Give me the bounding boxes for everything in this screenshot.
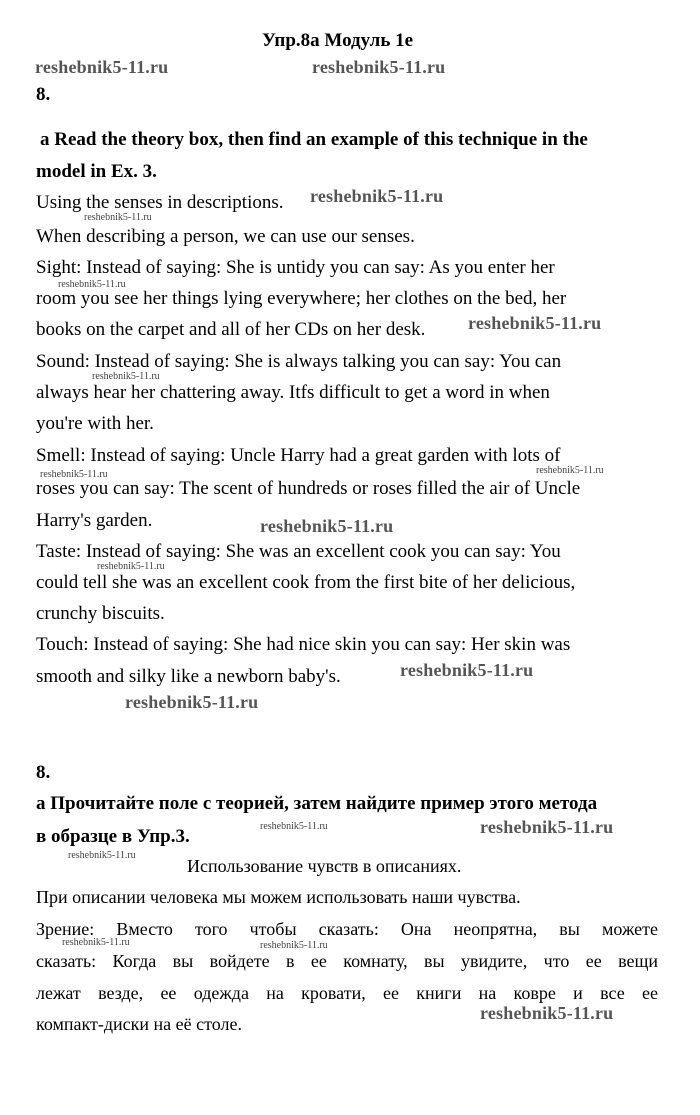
text-line: you're with her. <box>36 413 154 434</box>
text-line: лежат везде, ее одежда на кровати, ее книги на ковре и все ее <box>36 983 658 1003</box>
task-heading-line: model in Ex. 3. <box>36 161 157 182</box>
watermark-small: reshebnik5-11.ru <box>260 821 328 832</box>
text-line: Smell: Instead of saying: Uncle Harry had a great garden with lots of <box>36 445 561 466</box>
exercise-number: 8. <box>36 84 51 105</box>
watermark: reshebnik5-11.ru <box>35 57 169 77</box>
text-line: room you see her things lying everywhere; her clothes on the bed, her <box>36 288 567 309</box>
text-line: компакт-диски на её столе. <box>36 1014 242 1034</box>
watermark: reshebnik5-11.ru <box>310 186 444 206</box>
watermark-small: reshebnik5-11.ru <box>92 371 160 382</box>
watermark-small: reshebnik5-11.ru <box>97 561 165 572</box>
text-line: could tell she was an excellent cook from the first bite of her delicious, <box>36 572 576 593</box>
page-title: Упр.8а Модуль 1е <box>262 30 414 51</box>
text-line: Touch: Instead of saying: She had nice skin you can say: Her skin was <box>36 634 571 655</box>
task-heading-line: a Read the theory box, then find an example of this technique in the <box>40 129 588 150</box>
watermark-small: reshebnik5-11.ru <box>40 469 108 480</box>
text-line: При описании человека мы можем использовать наши чувства. <box>36 887 521 907</box>
text-line: Зрение: Вместо того чтобы сказать: Она неопрятна, вы можете <box>36 919 658 939</box>
watermark-small: reshebnik5-11.ru <box>62 937 130 948</box>
watermark-small: reshebnik5-11.ru <box>536 465 604 476</box>
text-line: Использование чувств в описаниях. <box>187 856 462 876</box>
watermark: reshebnik5-11.ru <box>260 516 394 536</box>
watermark-small: reshebnik5-11.ru <box>68 850 136 861</box>
exercise-number: 8. <box>36 762 51 783</box>
watermark-small: reshebnik5-11.ru <box>260 940 328 951</box>
text-line: Sound: Instead of saying: She is always talking you can say: You can <box>36 351 562 372</box>
task-heading-line: а Прочитайте поле с теорией, затем найдите пример этого метода <box>36 793 598 814</box>
text-line: always hear her chattering away. Itfs difficult to get a word in when <box>36 382 550 403</box>
text-line: smooth and silky like a newborn baby's. <box>36 666 341 687</box>
text-line: roses you can say: The scent of hundreds or roses filled the air of Uncle <box>36 478 581 499</box>
text-line: сказать: Когда вы войдете в ее комнату, вы увидите, что ее вещи <box>36 951 658 971</box>
task-heading-line: в образце в Упр.3. <box>36 826 190 847</box>
watermark-small: reshebnik5-11.ru <box>58 279 126 290</box>
watermark: reshebnik5-11.ru <box>480 817 614 837</box>
text-line: Taste: Instead of saying: She was an excellent cook you can say: You <box>36 541 561 562</box>
text-line: Harry's garden. <box>36 510 153 531</box>
watermark: reshebnik5-11.ru <box>125 692 259 712</box>
text-line: Using the senses in descriptions. <box>36 192 284 213</box>
watermark: reshebnik5-11.ru <box>468 313 602 333</box>
watermark-small: reshebnik5-11.ru <box>84 212 152 223</box>
text-line: crunchy biscuits. <box>36 603 165 624</box>
text-line: Sight: Instead of saying: She is untidy you can say: As you enter her <box>36 257 555 278</box>
text-line: When describing a person, we can use our senses. <box>36 226 415 247</box>
watermark: reshebnik5-11.ru <box>480 1003 614 1023</box>
watermark: reshebnik5-11.ru <box>400 660 534 680</box>
watermark: reshebnik5-11.ru <box>312 57 446 77</box>
text-line: books on the carpet and all of her CDs on her desk. <box>36 319 426 340</box>
